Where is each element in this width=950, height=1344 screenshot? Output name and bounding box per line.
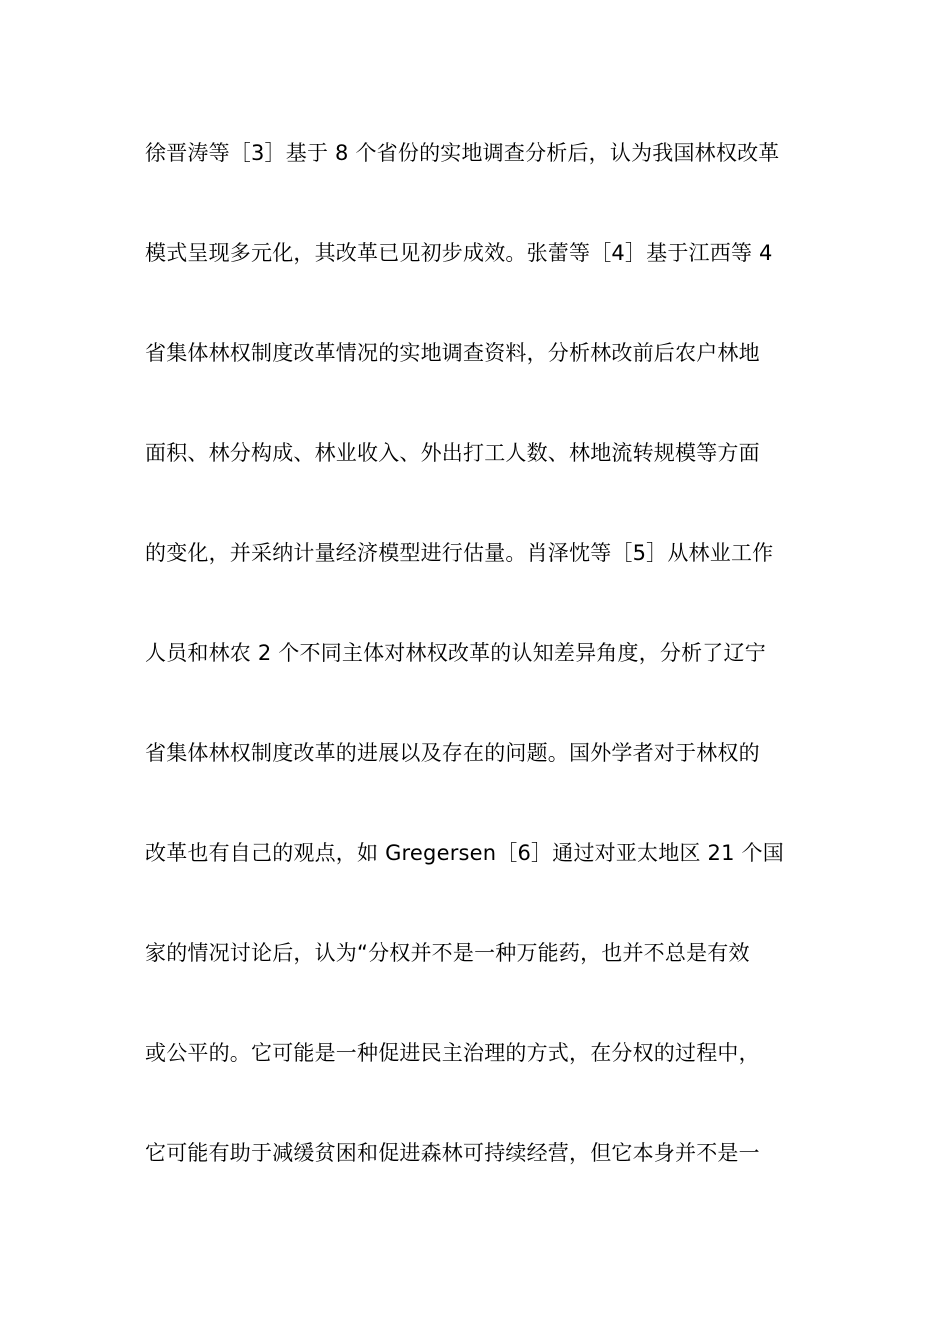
text-line: 人员和林农 2 个不同主体对林权改革的认知差异角度，分析了辽宁 xyxy=(145,641,766,665)
text-line: 它可能有助于减缓贫困和促进森林可持续经营，但它本身并不是一 xyxy=(145,1141,760,1165)
text-line: 徐晋涛等［3］基于 8 个省份的实地调查分析后，认为我国林权改革 xyxy=(145,141,780,165)
text-line: 面积、林分构成、林业收入、外出打工人数、林地流转规模等方面 xyxy=(145,441,760,465)
body-paragraph xyxy=(145,128,815,1228)
text-line: 改革也有自己的观点，如 Gregersen［6］通过对亚太地区 21 个国 xyxy=(145,841,784,865)
text-line: 家的情况讨论后，认为“分权并不是一种万能药，也并不总是有效 xyxy=(145,941,750,965)
text-line: 的变化，并采纳计量经济模型进行估量。肖泽忱等［5］从林业工作 xyxy=(145,541,774,565)
text-line: 省集体林权制度改革的进展以及存在的问题。国外学者对于林权的 xyxy=(145,741,760,765)
text-line: 或公平的。它可能是一种促进民主治理的方式，在分权的过程中， xyxy=(145,1041,760,1065)
text-line: 模式呈现多元化，其改革已见初步成效。张蕾等［4］基于江西等 4 xyxy=(145,241,773,265)
text-line: 省集体林权制度改革情况的实地调查资料，分析林改前后农户林地 xyxy=(145,341,760,365)
